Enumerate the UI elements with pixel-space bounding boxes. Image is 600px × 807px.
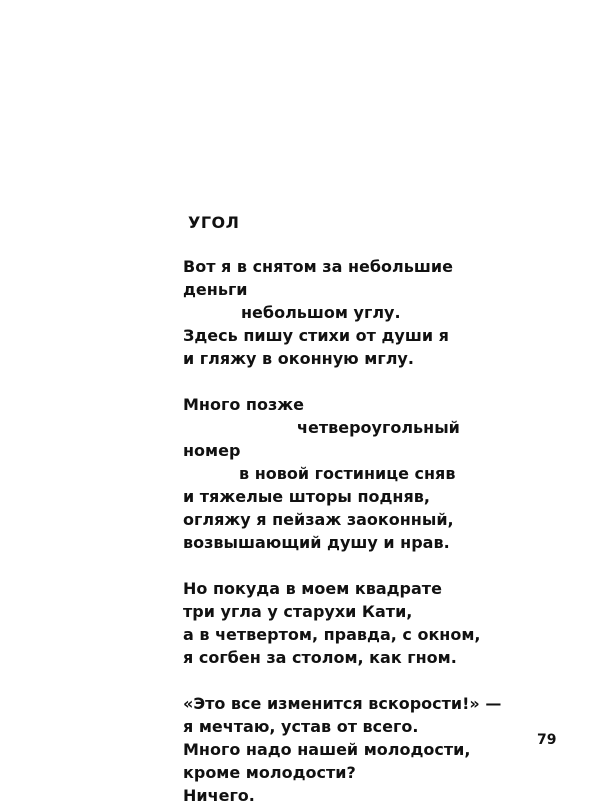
stanza-gap (183, 669, 583, 692)
poem-line: Много позже (183, 395, 305, 414)
stanza-gap (183, 554, 583, 577)
poem-line: возвышающий душу и нрав. (183, 533, 450, 552)
poem-line: Но покуда в моем квадрате (183, 579, 442, 598)
poem-line: деньги (183, 280, 248, 299)
poem-line: Много надо нашей молодости, (183, 740, 471, 759)
poem-line: кроме молодости? (183, 763, 356, 782)
poem-line: небольшом углу. (241, 303, 401, 322)
poem-line: я мечтаю, устав от всего. (183, 717, 419, 736)
stanza-4 (183, 692, 583, 807)
poem-line: Здесь пишу стихи от души я (183, 326, 449, 345)
poem-title: УГОЛ (188, 213, 240, 232)
stanza-3 (183, 577, 583, 669)
poem-line: а в четвертом, правда, с окном, (183, 625, 481, 644)
poem-line: я согбен за столом, как гном. (183, 648, 457, 667)
poem-line: и тяжелые шторы подняв, (183, 487, 430, 506)
poem-line: огляжу я пейзаж заоконный, (183, 510, 454, 529)
poem-line: Вот я в снятом за небольшие (183, 257, 453, 276)
poem-line: четвероугольный (297, 418, 460, 437)
stanza-2 (183, 393, 583, 554)
poem-line: и гляжу в оконную мглу. (183, 349, 414, 368)
poem-line: три угла у старухи Кати, (183, 602, 413, 621)
stanza-1 (183, 255, 583, 370)
poem-line: «Это все изменится вскорости!» — (183, 694, 502, 713)
stanza-gap (183, 370, 583, 393)
poem-line: Ничего. (183, 786, 255, 805)
page-number: 79 (537, 732, 557, 748)
poem-body (183, 255, 583, 807)
poem-line: в новой гостинице сняв (239, 464, 456, 483)
poem-line: номер (183, 441, 241, 460)
